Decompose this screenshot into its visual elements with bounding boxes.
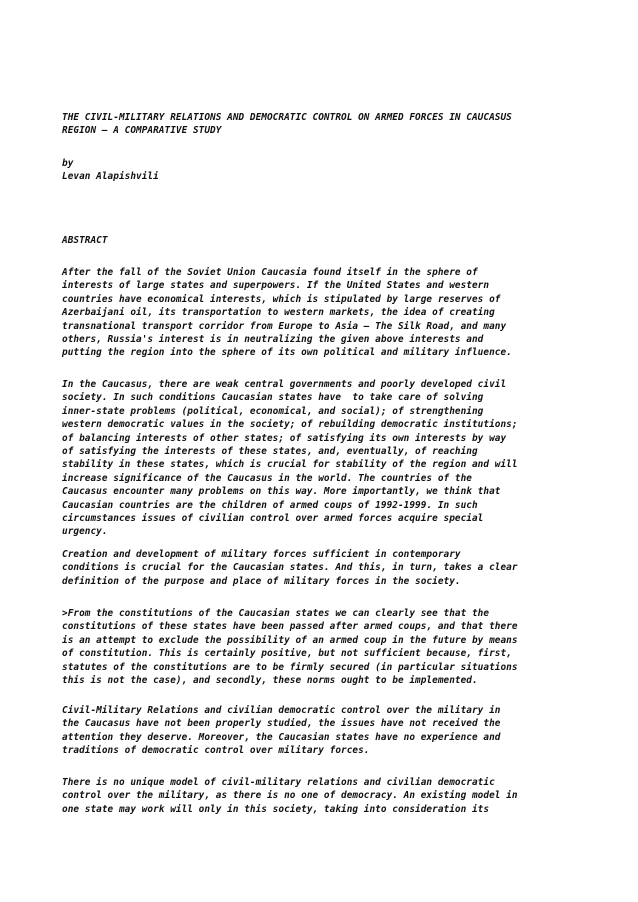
abstract-heading: ABSTRACT — [62, 235, 108, 246]
document-title: THE CIVIL-MILITARY RELATIONS AND DEMOCRATIC CONTROL ON ARMED FORCES IN CAUCASUS REGION – A COMPARATIVE STUDY — [62, 112, 512, 137]
paragraph: Civil-Military Relations and civilian democratic control over the military in the Caucasus have not been properly studied, the issues have not received the attention they deserve. Moreover, the Caucasian states have no experience and traditions of democratic control over military forces. — [62, 705, 501, 757]
paragraph: After the fall of the Soviet Union Caucasia found itself in the sphere of interests of large states and superpowers. If the United States and western countries have economical interests, which is stipulated by large reserves of Azerbaijani oil, its transportation to western markets, the idea of creating transnational transport corridor from Europe to Asia – The Silk Road, and many others, Russia's interest is in neutralizing the given above interests and putting the region into the sphere of its own political and military influence. — [62, 267, 512, 359]
paragraph: Creation and development of military forces sufficient in contemporary conditions is crucial for the Caucasian states. And this, in turn, takes a clear definition of the purpose and place of military forces in the society. — [62, 549, 518, 587]
paragraph: In the Caucasus, there are weak central governments and poorly developed civil society. In such conditions Caucasian states have to take care of solving inner-state problems (political, economical, and social); of strengthening western democratic values in the society; of rebuilding democratic institutions; of balancing interests of other states; of satisfying its own interests by way of satisfying the interests of these states, and, eventually, of reaching stability in these states, which is crucial for stability of the region and will increase significance of the Caucasus in the world. The countries of the Caucasus encounter many problems on this way. More importantly, we think that Caucasian countries are the children of armed coups of 1992-1999. In such circumstances issues of civilian control over armed forces acquire special urgency. — [62, 379, 518, 538]
paragraph: There is no unique model of civil-military relations and civilian democratic control over the military, as there is no one of democracy. An existing model in one state may work will only in this society, taking into consideration its — [62, 777, 518, 815]
author-byline: by Levan Alapishvili — [62, 158, 159, 183]
paragraph: >From the constitutions of the Caucasian states we can clearly see that the constitutions of these states have been passed after armed coups, and that there is an attempt to exclude the possibility of an armed coup in the future by means of constitution. This is certainly positive, but not sufficient because, first, statutes of the constitutions are to be firmly secured (in particular situations this is not the case), and secondly, these norms ought to be implemented. — [62, 608, 518, 687]
